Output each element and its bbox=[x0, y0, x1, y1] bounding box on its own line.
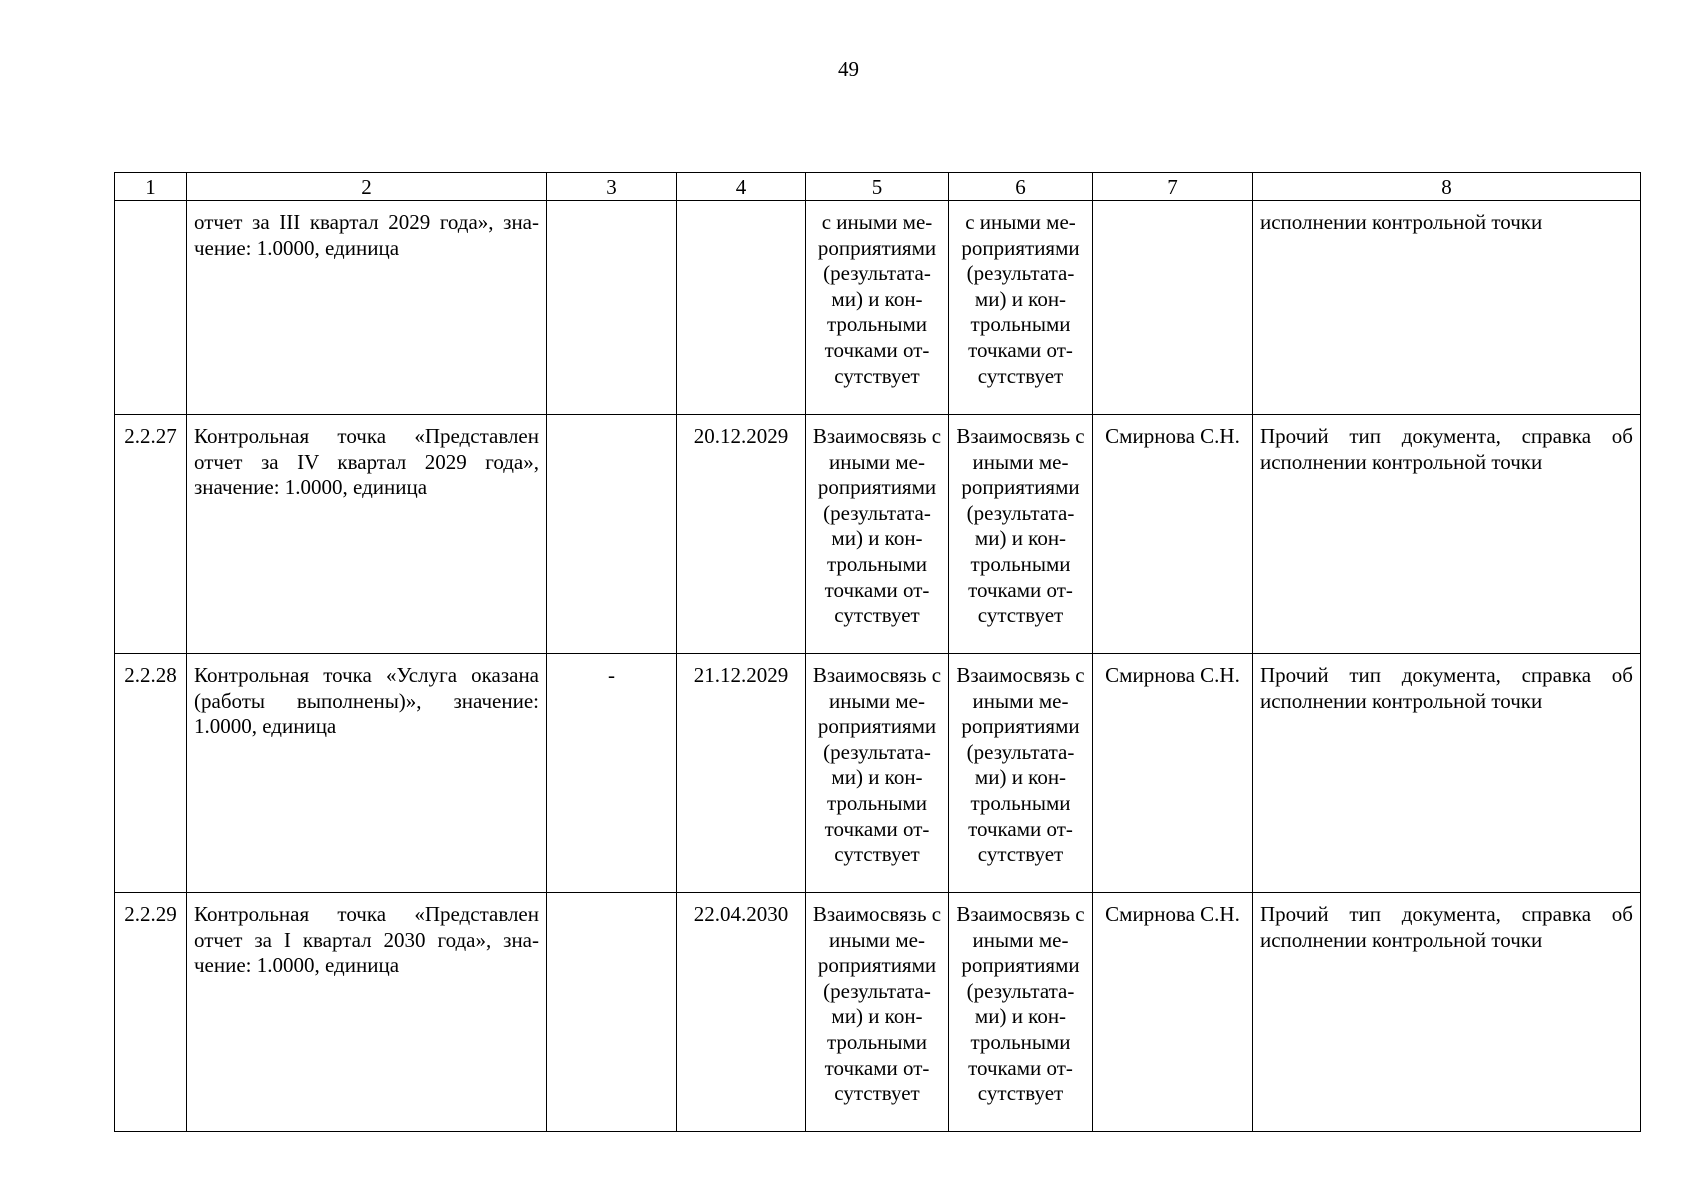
row-number: 2.2.29 bbox=[115, 893, 187, 1132]
row-number bbox=[115, 201, 187, 415]
row-number: 2.2.27 bbox=[115, 415, 187, 654]
column-number: 8 bbox=[1253, 173, 1641, 201]
table-row bbox=[115, 415, 1641, 654]
link-next: Взаимосвязь с иными ме-роприятиями (результата-ми) и кон-трольными точками от-сутствует bbox=[949, 654, 1093, 893]
table-row bbox=[115, 654, 1641, 893]
page-number: 49 bbox=[838, 57, 859, 81]
column-3-value: - bbox=[547, 654, 677, 893]
column-number: 5 bbox=[806, 173, 949, 201]
link-previous: Взаимосвязь с иными ме-роприятиями (результата-ми) и кон-трольными точками от-сутствует bbox=[806, 893, 949, 1132]
deadline-date: 20.12.2029 bbox=[677, 415, 806, 654]
link-next: Взаимосвязь с иными ме-роприятиями (результата-ми) и кон-трольными точками от-сутствует bbox=[949, 415, 1093, 654]
link-next: с иными ме-роприятиями (результата-ми) и кон-трольными точками от-сутствует bbox=[949, 201, 1093, 415]
deadline-date bbox=[677, 201, 806, 415]
link-next: Взаимосвязь с иными ме-роприятиями (результата-ми) и кон-трольными точками от-сутствует bbox=[949, 893, 1093, 1132]
responsible-person bbox=[1093, 201, 1253, 415]
control-point-name: Контрольная точка «Представлен отчет за I квартал 2030 года», зна-чение: 1.0000, единица bbox=[187, 893, 547, 1132]
column-number-row bbox=[115, 173, 1641, 201]
column-number: 2 bbox=[187, 173, 547, 201]
confirming-document: Прочий тип документа, справка об исполнении контрольной точки bbox=[1253, 415, 1641, 654]
responsible-person: Смирнова С.Н. bbox=[1093, 654, 1253, 893]
confirming-document: Прочий тип документа, справка об исполнении контрольной точки bbox=[1253, 893, 1641, 1132]
responsible-person: Смирнова С.Н. bbox=[1093, 893, 1253, 1132]
deadline-date: 22.04.2030 bbox=[677, 893, 806, 1132]
table-row bbox=[115, 201, 1641, 415]
confirming-document: исполнении контрольной точки bbox=[1253, 201, 1641, 415]
control-points-table bbox=[114, 172, 1641, 1132]
control-point-name: Контрольная точка «Представлен отчет за IV квартал 2029 года», значение: 1.0000, единица bbox=[187, 415, 547, 654]
link-previous: Взаимосвязь с иными ме-роприятиями (результата-ми) и кон-трольными точками от-сутствует bbox=[806, 415, 949, 654]
row-number: 2.2.28 bbox=[115, 654, 187, 893]
column-number: 1 bbox=[115, 173, 187, 201]
responsible-person: Смирнова С.Н. bbox=[1093, 415, 1253, 654]
column-number: 6 bbox=[949, 173, 1093, 201]
column-number: 3 bbox=[547, 173, 677, 201]
link-previous: с иными ме-роприятиями (результата-ми) и кон-трольными точками от-сутствует bbox=[806, 201, 949, 415]
link-previous: Взаимосвязь с иными ме-роприятиями (результата-ми) и кон-трольными точками от-сутствует bbox=[806, 654, 949, 893]
column-number: 7 bbox=[1093, 173, 1253, 201]
confirming-document: Прочий тип документа, справка об исполнении контрольной точки bbox=[1253, 654, 1641, 893]
table-row bbox=[115, 893, 1641, 1132]
control-point-name: Контрольная точка «Услуга оказана (работы выполнены)», значение: 1.0000, единица bbox=[187, 654, 547, 893]
deadline-date: 21.12.2029 bbox=[677, 654, 806, 893]
control-point-name: отчет за III квартал 2029 года», зна-чение: 1.0000, единица bbox=[187, 201, 547, 415]
column-3-value bbox=[547, 415, 677, 654]
column-3-value bbox=[547, 893, 677, 1132]
column-number: 4 bbox=[677, 173, 806, 201]
column-3-value bbox=[547, 201, 677, 415]
